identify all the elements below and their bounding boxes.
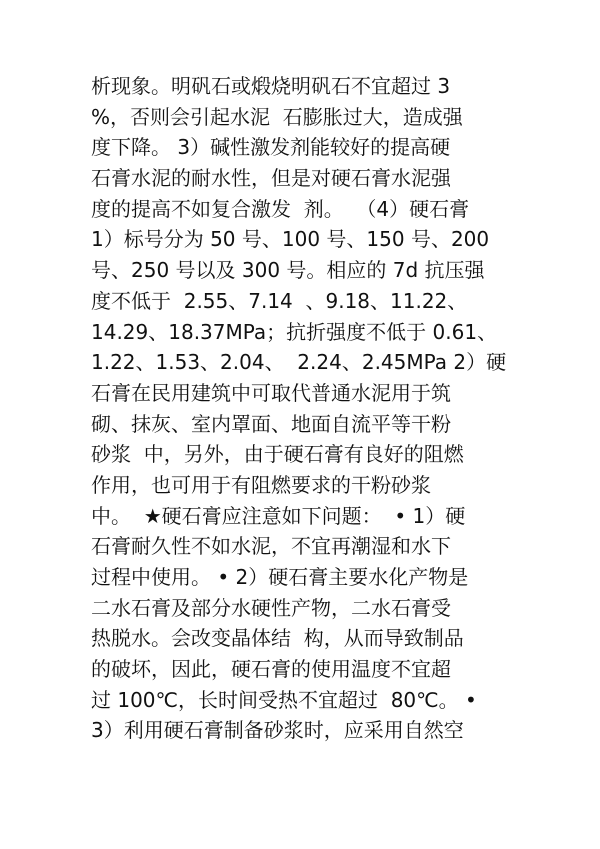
text-line: 砌、抹灰、室内罩面、地面自流平等干粉 xyxy=(91,411,451,436)
text-line: 过程中使用。 • 2）硬石膏主要水化产物是 xyxy=(91,565,469,589)
text-line: 作用，也可用于有阻燃要求的干粉砂浆 xyxy=(91,472,431,497)
text-line: 度下降。 3）碱性激发剂能较好的提高硬 xyxy=(91,135,451,160)
text-line: 中。 ★硬石膏应注意如下问题： • 1）硬 xyxy=(91,503,466,528)
text-line: 1）标号分为 50 号、100 号、150 号、200 xyxy=(91,227,490,252)
text-line: 号、250 号以及 300 号。相应的 7d 抗压强 xyxy=(91,258,485,283)
text-line: 度不低于 2.55、7.14 、9.18、11.22、 xyxy=(91,288,468,313)
text-line: 热脱水。会改变晶体结 构，从而导致制品 xyxy=(91,626,464,651)
text-line: 的破坏，因此，硬石膏的使用温度不宜超 xyxy=(91,657,451,682)
text-line: 度的提高不如复合激发 剂。 （4）硬石膏 xyxy=(91,196,470,221)
text-line: 石膏耐久性不如水泥，不宜再潮湿和水下 xyxy=(91,534,451,559)
text-line: 石膏水泥的耐水性，但是对硬石膏水泥强 xyxy=(91,166,451,191)
text-line: %，否则会引起水泥 石膨胀过大，造成强 xyxy=(91,104,463,129)
text-line: 二水石膏及部分水硬性产物，二水石膏受 xyxy=(91,595,451,620)
text-line: 石膏在民用建筑中可取代普通水泥用于筑 xyxy=(91,380,451,405)
text-line: 1.22、1.53、2.04、 2.24、2.45MPa 2）硬 xyxy=(91,350,507,375)
text-line: 砂浆 中，另外，由于硬石膏有良好的阻燃 xyxy=(91,442,464,467)
text-line: 析现象。明矾石或煅烧明矾石不宜超过 3 xyxy=(91,74,451,98)
text-line: 14.29、18.37MPa；抗折强度不低于 0.61、 xyxy=(91,319,498,344)
body-text xyxy=(91,71,521,746)
text-line: 过 100℃，长时间受热不宜超过 80℃。 • xyxy=(91,687,477,712)
text-line: 3）利用硬石膏制备砂浆时，应采用自然空 xyxy=(91,718,464,743)
